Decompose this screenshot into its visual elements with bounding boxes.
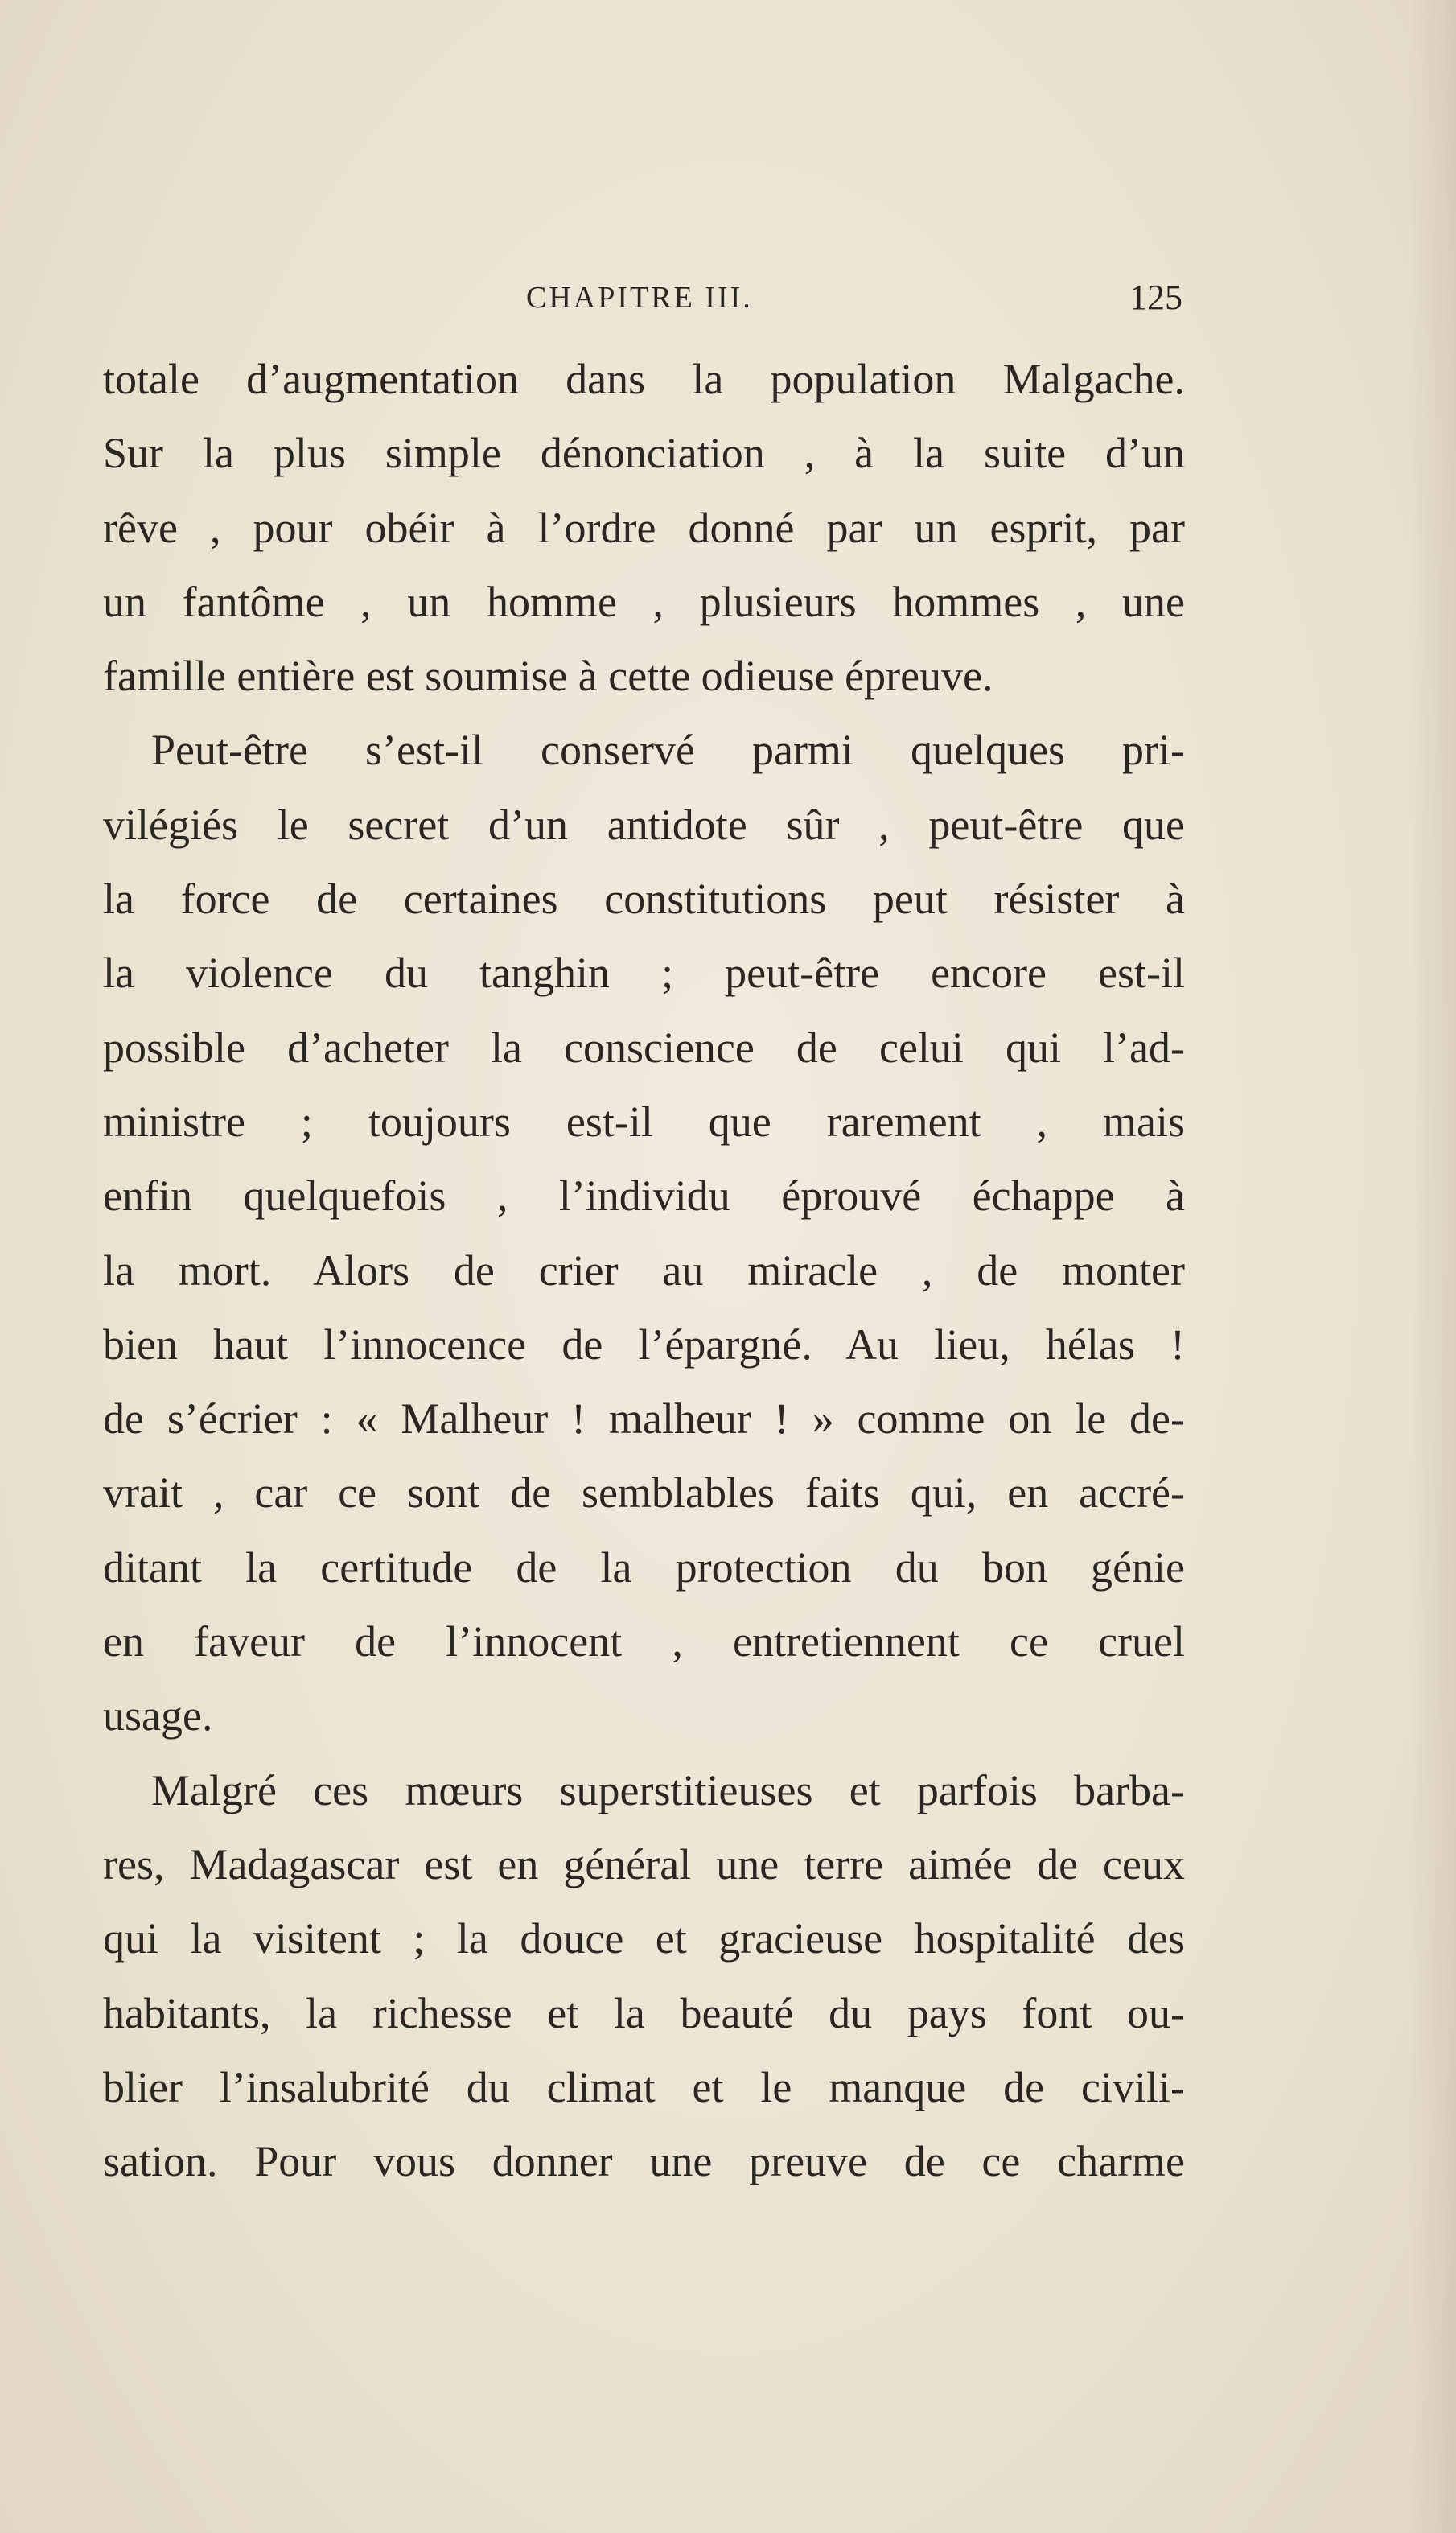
chapter-title: CHAPITRE III.: [526, 281, 753, 315]
text-line: Peut-être s’est-il conservé parmi quelques pri-: [151, 726, 1185, 775]
text-line: de s’écrier : « Malheur ! malheur ! » comme on le de-: [103, 1394, 1185, 1444]
text-line: ditant la certitude de la protection du bon génie: [103, 1542, 1185, 1592]
text-line: vilégiés le secret d’un antidote sûr , peut-être que: [103, 800, 1185, 849]
text-line: la violence du tanghin ; peut-être encore est-il: [103, 949, 1185, 998]
text-line: la force de certaines constitutions peut résister à: [103, 875, 1185, 924]
text-line: habitants, la richesse et la beauté du pays font ou-: [103, 1988, 1185, 2037]
text-line: sation. Pour vous donner une preuve de ce charme: [103, 2137, 1185, 2186]
page-number: 125: [1129, 278, 1182, 317]
text-line: qui la visitent ; la douce et gracieuse hospitalité des: [103, 1914, 1185, 1963]
text-line: en faveur de l’innocent , entretiennent ce cruel: [103, 1617, 1185, 1666]
text-line: usage.: [103, 1691, 213, 1740]
text-line: Sur la plus simple dénonciation , à la suite d’un: [103, 429, 1185, 478]
text-line: enfin quelquefois , l’individu éprouvé échappe à: [103, 1172, 1185, 1221]
text-line: rêve , pour obéir à l’ordre donné par un esprit, par: [103, 503, 1185, 552]
text-line: famille entière est soumise à cette odieuse épreuve.: [103, 652, 993, 701]
text-line: totale d’augmentation dans la population Malgache.: [103, 355, 1185, 403]
text-line: Malgré ces mœurs superstitieuses et parfois barba-: [151, 1765, 1185, 1814]
text-line: la mort. Alors de crier au miracle , de monter: [103, 1246, 1185, 1295]
text-line: possible d’acheter la conscience de celui qui l’ad-: [103, 1023, 1185, 1072]
running-head: [105, 274, 1182, 322]
text-line: res, Madagascar est en général une terre aimée de ceux: [103, 1839, 1185, 1888]
text-line: vrait , car ce sont de semblables faits qui, en accré-: [103, 1468, 1185, 1518]
text-line: un fantôme , un homme , plusieurs hommes , une: [103, 577, 1185, 626]
page-edge-shadow: [1408, 0, 1456, 2533]
text-line: blier l’insalubrité du climat et le manque de civili-: [103, 2062, 1185, 2111]
text-line: ministre ; toujours est-il que rarement , mais: [103, 1097, 1185, 1146]
text-line: bien haut l’innocence de l’épargné. Au lieu, hélas !: [103, 1320, 1185, 1369]
body-text: [103, 342, 1185, 2198]
